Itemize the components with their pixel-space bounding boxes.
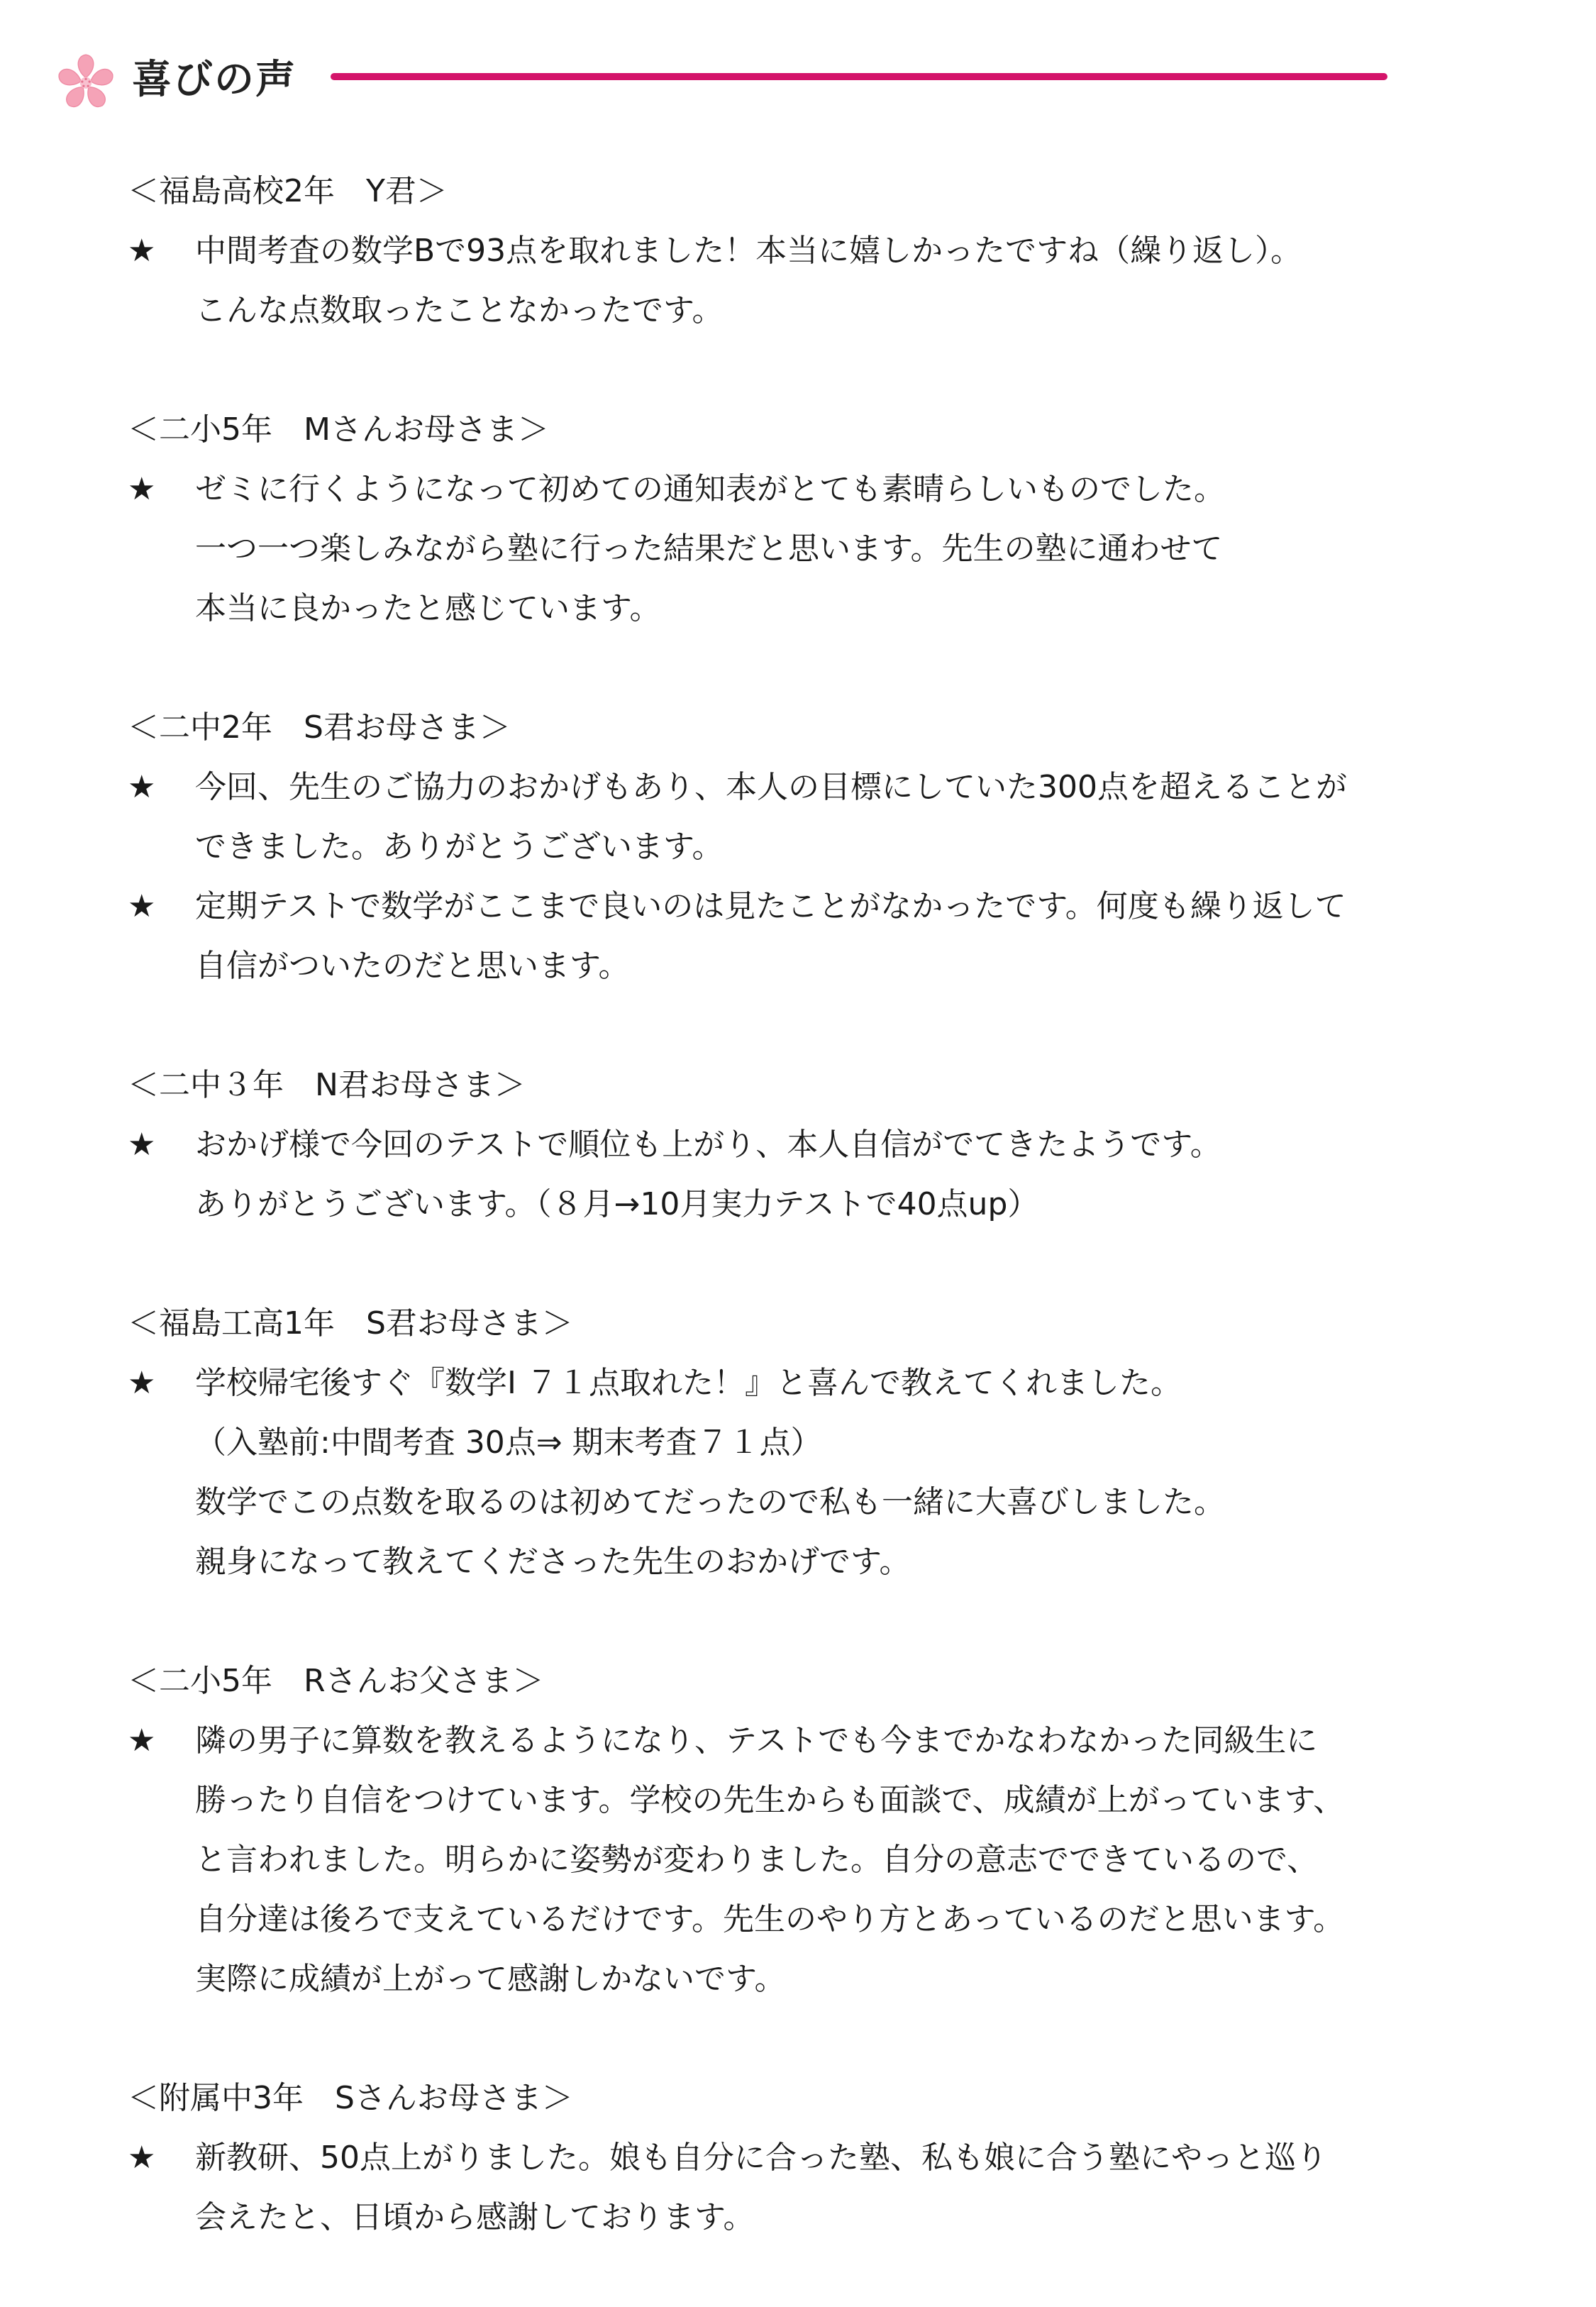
star-bullet-icon: ★ xyxy=(128,769,156,805)
section-header xyxy=(54,44,1402,122)
testimonial-line: 親身になって教えてくださった先生のおかげです。 xyxy=(195,1544,911,1580)
testimonial-item xyxy=(128,877,1475,996)
testimonial-line: 勝ったり自信をつけています。学校の先生からも面談で、成績が上がっています、 xyxy=(195,1782,1345,1818)
testimonial-heading: ＜福島工高1年 S君お母さま＞ xyxy=(128,1305,573,1341)
page-title: 喜びの声 xyxy=(132,57,297,103)
testimonial-line: 自信がついたのだと思います。 xyxy=(195,948,630,984)
testimonial-line: できました。ありがとうございます。 xyxy=(195,829,724,865)
testimonial-line: 中間考査の数学Bで93点を取れました！本当に嬉しかったですね（繰り返し）。 xyxy=(195,233,1302,269)
testimonial-entry xyxy=(128,2069,1475,2247)
testimonial-heading: ＜二小5年 Mさんお母さま＞ xyxy=(128,411,549,448)
testimonial-item xyxy=(128,1711,1475,2009)
testimonial-heading: ＜二小5年 Rさんお父さま＞ xyxy=(128,1663,544,1699)
star-bullet-icon: ★ xyxy=(128,2140,156,2176)
star-bullet-icon: ★ xyxy=(128,1365,156,1401)
testimonial-line: 新教研、50点上がりました。娘も自分に合った塾、私も娘に合う塾にやっと巡り xyxy=(195,2140,1327,2176)
testimonial-line: と言われました。明らかに姿勢が変わりました。自分の意志でできているので、 xyxy=(195,1842,1319,1878)
testimonial-entry xyxy=(128,400,1475,638)
testimonial-line: 定期テストで数学がここまで良いのは見たことがなかったです。何度も繰り返して xyxy=(195,888,1346,924)
testimonial-item xyxy=(128,1354,1475,1592)
testimonial-entry xyxy=(128,1652,1475,2009)
testimonial-line: ゼミに行くようになって初めての通知表がとても素晴らしいものでした。 xyxy=(195,471,1225,507)
testimonial-item xyxy=(128,1115,1475,1234)
star-bullet-icon: ★ xyxy=(128,888,156,924)
testimonial-line: 本当に良かったと感じています。 xyxy=(195,590,661,626)
testimonial-heading: ＜福島高校2年 Y君＞ xyxy=(128,173,448,209)
testimonial-heading: ＜附属中3年 Sさんお母さま＞ xyxy=(128,2080,573,2116)
sakura-flower-icon xyxy=(54,50,118,114)
testimonial-entry xyxy=(128,1294,1475,1592)
testimonial-entry xyxy=(128,162,1475,341)
testimonial-line: ありがとうございます。（８月→10月実力テストで40点up） xyxy=(195,1186,1039,1222)
testimonial-line: 今回、先生のご協力のおかげもあり、本人の目標にしていた300点を超えることが xyxy=(195,769,1347,805)
testimonial-entry xyxy=(128,1056,1475,1234)
star-bullet-icon: ★ xyxy=(128,233,156,269)
star-bullet-icon: ★ xyxy=(128,1127,156,1163)
title-divider-line xyxy=(331,73,1387,80)
testimonial-line: 学校帰宅後すぐ『数学Ⅰ ７１点取れた！』と喜んで教えてくれました。 xyxy=(195,1365,1182,1401)
testimonial-item xyxy=(128,221,1475,341)
testimonial-line: おかげ様で今回のテストで順位も上がり、本人自信がでてきたようです。 xyxy=(195,1127,1221,1163)
testimonial-heading: ＜二中2年 S君お母さま＞ xyxy=(128,709,511,746)
star-bullet-icon: ★ xyxy=(128,1722,156,1759)
testimonial-item xyxy=(128,758,1475,877)
testimonial-line: 自分達は後ろで支えているだけです。先生のやり方とあっているのだと思います。 xyxy=(195,1901,1345,1937)
testimonials-list xyxy=(128,162,1475,2307)
testimonial-line: こんな点数取ったことなかったです。 xyxy=(195,292,724,328)
testimonial-line: 一つ一つ楽しみながら塾に行った結果だと思います。先生の塾に通わせて xyxy=(195,531,1223,567)
testimonial-line: （入塾前:中間考査 30点⇒ 期末考査７１点） xyxy=(195,1424,822,1461)
testimonial-entry xyxy=(128,698,1475,996)
testimonial-line: 隣の男子に算数を教えるようになり、テストでも今までかなわなかった同級生に xyxy=(195,1722,1318,1759)
testimonial-line: 数学でこの点数を取るのは初めてだったので私も一緒に大喜びしました。 xyxy=(195,1484,1225,1520)
testimonial-heading: ＜二中３年 N君お母さま＞ xyxy=(128,1067,526,1103)
star-bullet-icon: ★ xyxy=(128,471,156,507)
testimonial-item xyxy=(128,2128,1475,2247)
testimonial-item xyxy=(128,460,1475,638)
testimonial-line: 実際に成績が上がって感謝しかないです。 xyxy=(195,1961,786,1997)
testimonial-line: 会えたと、日頃から感謝しております。 xyxy=(195,2199,755,2235)
